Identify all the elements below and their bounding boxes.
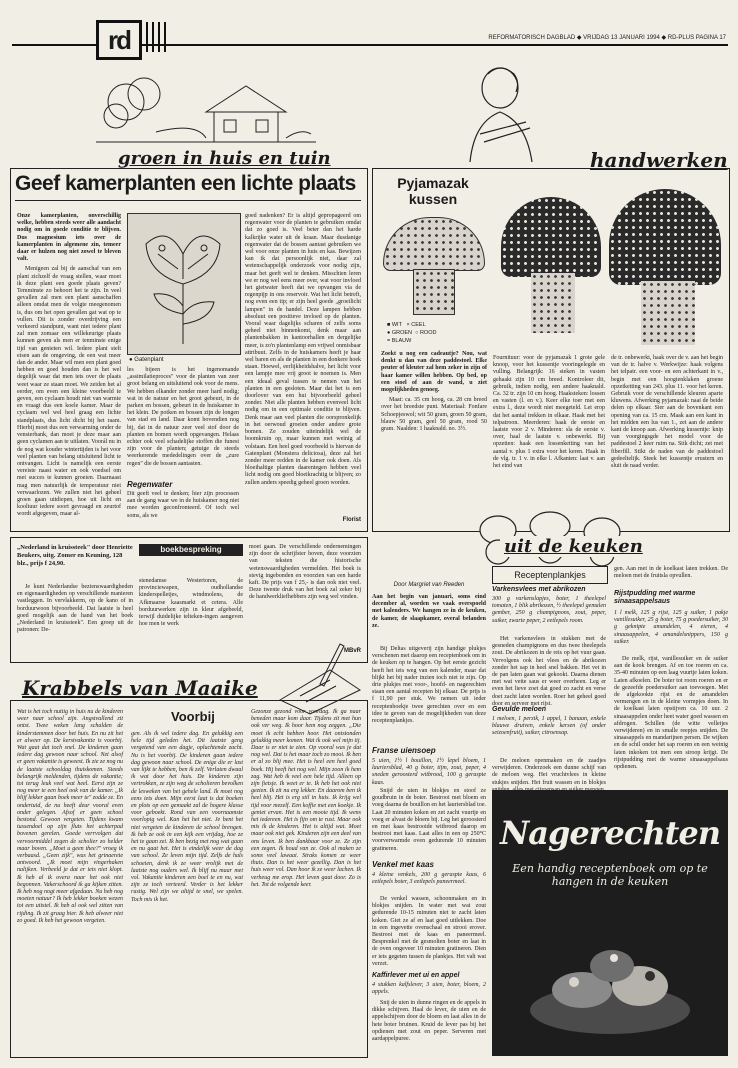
photo-caption-text: Gatenplant xyxy=(134,357,164,363)
plankjes-1-ingredients xyxy=(492,596,606,634)
mushroom-chart xyxy=(383,217,483,317)
plants-article xyxy=(10,168,368,532)
pyjama-column-1-text: Maat: ca. 35 cm hoog, ca. 28 cm breed over het breedste punt. Materiaal: Fonfare Schoepjeswol; wit 50 gram, groen 50 gram, blauw 50 gram, geel 50 gram, rood 50 gram. Naalden: 1 haaknald. no. 3½. xyxy=(381,397,487,433)
recipe-1-title: Franse uiensoep xyxy=(372,746,436,755)
book-column-3-text: moet gaan. De verschillende ondernemingen zijn door de schrijfster hoven, deze voorzien van teksten die historische wetenswaardigheden vermelden. Het boek is stevig ingebonden en voorzien van een harde kaft. De prijs van f 25,- is dan ook niet veel. Deze twente druk van het boek zal zeker bij de handwerkliefhebbers zijn weg wel vinden. xyxy=(249,544,361,601)
plankjes-2-end-text: gen. Aan met in de koelkast laten trekken. De meloen met de fruitsla opvullen. xyxy=(614,566,728,580)
pyjama-column-3 xyxy=(611,355,723,527)
plants-column-2 xyxy=(127,367,239,477)
book-column-1-text: Je kunt Nederlandse bezienswaardigheden en eigenaardigheden op verschillende manieren vastleggen. In vervlakkerm, op de kano of in borduurwoon bijvoorbeeld. Dat laatste is heel goed mogelijk aan de hand van het boek „Nederland in kruissteek". Een groep uit de patronen: De- xyxy=(17,584,133,634)
pyjama-article xyxy=(372,168,730,532)
pyjama-bag-stem xyxy=(641,281,695,345)
recipe-3-ingredients-text: 4 stukken kalfslever, 3 uien, boter, bloem, 2 appels. xyxy=(372,982,486,996)
recipe-3-text xyxy=(372,1000,486,1054)
plants-column-3-text: goed nadenken? Er is altijd gepropageerd om regenwater voor de planten te gebruiken omdat dat zo goed is. Veel beter dan het harde kalkrijke water uit de kraan. Maar dusdanige regenwater dat de bossen aantast gebruiken we wel voor onze planten in huis en kas. Bewijzen kan ik dat persoonlijk niet, daar zal wetenschappelijk onderzoek voor nodig zijn, maar het geeft wel te denken. Misschien leren we er nog wel eens meer over, wat voor invloed het gietwater heeft dat we opvangen via de regenpijp in ons reservoir. Wat het licht betreft, nog even een tip; er zijn heel goede „groeilicht lampen" in de handel. Deze lampen hebben absoluut een positieve invloed op de planten. Vooral waar dagelijks scharen of zelfs soms geheel niet binnenkomt, denk maar aan plantenbakken in kantoorhallen en dergelijke meer, is zo'n plantenlamp een vrijwel onmisbaar attribuut. Zelfs in de huiskamers heeft je haar wel baren en als de planten in een donkere hoek staan. Hoewel, eerlijkheidshalve, het licht voor een lampje mee vrij groot te noemen is. Men een ideaal geval tussen te nemen van het planten in een gesloten. Maar dat het is een doorlover van een hui bijvoorbeeld geheel zonder. Niet alle planten hebben evenveel licht nodig om in een optimale conditie te blijven. Denk maar aan veel planten die oorspronkelijk in het oerwoud groeien onder andere grote bomen. Ze zouden uiteindelijk wel de boomkruin op, maar kunnen met weinig af volstaan. Een heel goed voorbeeld is hiervan de Gatenplant (Monstera deliciosa), deze zal het zonder meer redden in de kamer ook doen. Als bloeihaltige planten daarentegen hebben veel licht nodig om goed bloeikrachtig te blijven; zo zullen anders speedig geheel groen worden. xyxy=(245,213,361,486)
recipe-2-ingredients xyxy=(372,872,486,894)
plankjes-1-text-body: Het varkensvlees in stukken met de gesneden champignons en dus twee theelepels zout. De abrikozen in de reis op het vuur gaan. Vervolgens ook het vlees en de abrikozen zonder het sap in heel snel bakken. Het vet in de pan laten gaan wat gekookt. Daarna dienen met wat vette saus er weer overheen. Leg er even het lieve zoet dat goed zo zacht en verse doet zacht laten worden. Roer het geheel goed door en serveer met rijst. xyxy=(492,636,606,707)
nagerechten-subtitle: Een handig receptenboek om op te hangen in de keuken xyxy=(512,862,708,888)
recipes-byline: Door Margriet van Reeden xyxy=(393,582,465,588)
garden-house-illustration xyxy=(96,72,316,144)
legend-wit: ■ WIT xyxy=(387,322,402,328)
regenwater-subhead: Regenwater xyxy=(127,480,173,489)
book-review-label: boekbespreking xyxy=(139,544,243,556)
pyjama-lead: Zoekt u nog een cadeautje? Nou, wat denkt u dan van deze paddestoel. Elke peuter of kleuter zal hem zeker in zijn of haar kamer willen hebben. Op bed, op een stoel of aan de wand, u ziet mogelijkheden genoeg. xyxy=(381,351,487,394)
recipes-intro xyxy=(372,646,486,742)
masthead-info: REFORMATORISCH DAGBLAD ◆ VRIJDAG 13 JANUARI 1994 ◆ RD-PLUS PAGINA 17 xyxy=(488,35,726,41)
rd-logo: rd xyxy=(96,20,142,60)
book-author: MBvR xyxy=(343,648,361,654)
plankjes-2-title: Gevulde meloen xyxy=(492,706,547,713)
legend-groen: ● GROEN xyxy=(387,330,413,336)
chart-legend xyxy=(387,321,497,345)
recipe-1-text-body: Snijd de uien in blokjes en stoof ze goudbruin in de boter. Bestrooi met bloem en voeg daarna de bouillon en het lauriersblad toe. Laat 20 minuten koken en zet zacht vuurtje en voeg er alvast de bloem bij. Leg het geroosterd en met kaas bestrooide witbrood daarop en bestrooi met kaas. Laat alles in een op 250°C voorverwarmde oven gedurende 10 minuten gratineren. xyxy=(372,788,486,852)
monstera-leaf-drawing xyxy=(128,214,238,352)
plants-column-1-text: Menigeen zal bij de aanschaf van een plant zichzelf de vraag stellen, waar moet ik deze plant een goede plaats geven? Temminste zo behoort het te zijn. In veel gevallen zal men een plant aanschaffen alleen omdat men de volgte meegenomen is, dus om het open gevallen gat wat op te vullen. Dit is zonder overdrijving een verkeerd standpunt, want niet iedere plant zal men zomaar een willekeurige plaats kunnen geven als men er tenminste enige tijd van genieten wil. Iedere plant stelt eisen aan de omgeving, de een wat meer dan de ander. Maar wil men een plant goed hebben en goed houden dan is het wel degelijk waar dat men iets over de plaats weet waar ze staan moet. We zeiden het al eerder, om even een kleine voorbeeld te geven, een cyclaam houdt niet van warmte en vraagt dus een koele kamer. Maar de cyclaam wel wel heel graag een lichte standplaats, dus licht dicht bij het raam. Hierbij moet dus een verwarming onder de vensterbank, dan moet je deze maar aan geen cyclamen aan te uitlaten. Voorál nu in de nog wat kouder wintertijden is het voor veel planten van belang uitsluitend licht te ontvangen. Licht is namelijk een eerste vereiste naast water en ook voedsel om met succes te kunnen groeien. Daarnaast mag men natuurlijk de temperatuur niet verwaarlozen. We zullen niet het geheel groen gaan uitdiepen, hoe uit licht en kooltuur iedere soort gevraagd en zeurtof wordt afgegeven, maar al- xyxy=(17,266,121,518)
headline-rule xyxy=(15,200,361,201)
pyjama-column-1 xyxy=(381,351,487,527)
plankjes-title: Receptenplankjes xyxy=(492,566,608,584)
recipe-2-text xyxy=(372,896,486,968)
recipe-2-title: Venkel met kaas xyxy=(372,860,434,869)
receptenplankjes xyxy=(492,566,728,771)
recipe-1-ingredients xyxy=(372,758,486,786)
voorbij-column-1-text: Wat is het toch nuttig in huis nu de kinderen weer naar school zijn. Angstvallend zit ontst. Twee weken lang schalden de kinderstemmen door het huis. En nu zit het er alweer op. De kerstvakantie is voorbij. Wat gaat dat toch snel. De kinderen gaan iedere dag gewoon naar school. Net alsof er geen vakantie is geweest. Ik zie ze nog nu de laatste schooldag thuiskomen. Steeds belangrijk meldenden, tijdens de vakantie; tot terug leuk veel wat heel. Eerst zijn ze nog meer te een heel ook van de kamer. „Ik blijf lekker gaan boek meer te" zodde ze. En ondertuid, de nu heeft deur vooral even onder gelegen. Afsof er geen school bestond. Gewoon vergeten. Tijdens kwam tussendoel op zijn fluts het achterpad bovenen gerelen. Goede verrvolgen dat vervoormiddel zegen de scholier zo helder maar boven. „Moet u geen thee?" vroeg ik verbaasd. „Geen zijk", was het grinaerete antwoord. „Ik moet mijn vingerhaken nalijken. Verbeeld je dat er iets niet klopt. Ik heb al ik overa naar het ook niet begonnen. Vakerschoord ik ga kijken zitten. Ik heb nog nogt meer afgedaan. Nu heb nog moeten natuur? Ik heb lekker boeken wezen tot een uitstel. Ik heb al ook wel zitten van rijding. Ik zit graag hier. Ik heb alweer niet zo goed. Ik heb het gewoon vergeten. xyxy=(17,709,123,924)
masthead-hatch xyxy=(140,22,170,52)
plankjes-1-text xyxy=(492,636,606,707)
chart-cap xyxy=(383,217,485,271)
section-handwork-title: handwerken xyxy=(590,148,728,172)
recipe-3-title: Kaffirlever met ui en appel xyxy=(372,972,460,979)
plankjes-2-text xyxy=(492,758,606,786)
section-krabbels-title: Krabbels van Maaike xyxy=(22,676,258,700)
book-column-2-text: stenedamse Westertoren, de provinciewapen, oudhollandse kinderspelletjes, windmolens, de Afkmaarse kaasmarkt et cetera. Alle borduurwerken zijn in kleur afgebeeld, terwijl duidelijke telteken-ingen aangeven hoe men te werk xyxy=(139,578,243,628)
nagerechten-book-cover xyxy=(492,790,728,1056)
plants-column-3 xyxy=(245,213,361,513)
recipe-3-text-body: Snij de uien in dunne ringen en de appels in dikke schijven. Haal de lever, de uien en de appelschijven door de bloem en laat alles in de hete boter bruinen. Kruid de lever pas bij het opdienen met zout en peper. Serveren met aardappelpuree. xyxy=(372,1000,486,1043)
voorbij-title: Voorbij xyxy=(171,709,215,724)
book-review-title: „Nederland in kruissteek" door Henriette Beukers, uitg. Zomer en Keuning, 128 blz., prijs f 24,90. xyxy=(17,544,133,567)
dessert-photo xyxy=(522,910,698,1040)
book-column-3 xyxy=(249,544,361,648)
pyjama-title: Pyjamazak kussen xyxy=(397,175,469,207)
plankjes-2-text-body: De meloen openmaken en de zaadjes verwijderen. Onderzoek een dunne schijf van de meloen weg. Het vruchtvlees in kleine stukjes snijden. Het fruit wassen en in blokjes xyxy=(492,758,606,786)
plants-lead: Onze kamerplanten, onverschillig welke, hebben steeds weer alle aandacht nodig om in goede conditie te blijven. Dus magnesium iets over de kamerplanten in algemene zin, temeer daar er hulzen nog niet zowel te bleven valt. xyxy=(17,213,121,263)
voorbij-column-3 xyxy=(251,709,361,1049)
recipe-1-ingredients-text: 5 uien, 1½ l bouillon, 1½ lepel bloem, 1 lauriersblad, 40 g boter, tijm, zout, peper, 4 sneden geroosterd witbrood, 100 g geraspte kaas. xyxy=(372,758,486,786)
voorbij-column-1 xyxy=(17,709,123,1049)
mushroom-pillow-stem xyxy=(531,273,575,333)
legend-blauw: = BLAUW xyxy=(387,338,412,344)
plankjes-3-ingredients-text: 1 l melk, 125 g rijst, 125 g suiker, 1 pakje vanillesuiker, 25 g boter, 75 g poedersuiker, 30 g geknipte amandelen, 4 eieren, 4 sinaasappelen, 4 amandelsnippers, 150 g suiker. xyxy=(614,610,728,645)
section-garden-title: groen in huis en tuin xyxy=(118,148,331,169)
knitting-woman-illustration xyxy=(440,62,560,162)
nagerechten-title: Nagerechten xyxy=(499,814,721,852)
section-kitchen-title: uit de keuken xyxy=(500,536,647,557)
recipes-lead-text: Aan het begin van januari, soms eind december al, worden we vaak overspoeld met kalenders. We hangen ze in de keuken, de kamer, de slaapkamer, overal belanden ze. xyxy=(372,594,486,629)
recipe-3-ingredients xyxy=(372,982,486,998)
pyjama-column-3-text: de tr. onbewerkt, haak over de v. aan het begin van de tr. halve v. Werkwijze: haak volgens het telpatr. een voor- en een achterkant in v., begin met een hoogtenklaken groene opzetketting van 243. plus 11. voor het keren. Gebruik voor de verschillende kleuren aparte kluwens. Afwerking pyjamazak: naai de beide delen op elkaar. Sier aan de bovenkant een opening van ca. 15 cm. Maak aan een kant in het midden een lus van 1., zet aan de andere kant de knoop aan. Afwerking kussentje: knip van voorgingsgde het model voor de paddestoel 2 keer ruim na. Stik dicht; zet met fiberfill. Stikt de naden van de paddestoel gedeeltelijk. Steek het kussentje erustern en sluit de naad verder. xyxy=(611,355,723,470)
plants-headline: Geef kamerplanten een lichte plaats xyxy=(15,172,356,195)
pyjama-bag-photo xyxy=(609,189,721,285)
mushroom-pillow-photo xyxy=(501,197,601,277)
plants-author: Florist xyxy=(342,517,361,523)
chart-stem xyxy=(413,269,455,315)
pyjama-column-2-text: Fournituur: voor de pyjamazak 1 grote gele knoop, voor het kussentje vooringelegde en vulling. Belangrijk: 16 steken in vasten gehaakt zijn 10 cm breed. Kontroleer dit, gebruik, indien nodig, een andere haaknald. Ca. 32 tr. zijn 10 cm hoog. Haaksteken: lossen en vasten (l. en v.). Keer elke toer met een extra l., deze wordt niet meegeteld. Let erop dat het aantal trekken in elkaar. Haak met het telpatroon. Meerderen: haak de eerste en laatste voor 2 v. Minderen: sla de eerste v. over, haal de laatste v. onbewerkt. Bij opzetten: haak een lossenketting van het aantal v. plus 1 extra voor het keren. Haak in de vlg. tr. 1 v. in elke l. Afkanten: laat v. aan het eind van xyxy=(493,355,605,470)
voorbij-column-3-text: Gezonze gezond voor voordag. Ik ga naar beneden maar kom daar. Tijdens zit met hun ook ver weg. Ik hoor hem nog zeggen. „Die moet ik echt hebben hoor. Het ontstonden gelukkig meer komen. Wat ik ook wel mijn tij. Daar is er niet te zien. Op vooral was je dat nog wel. Dat is het maar toch zo mooi. Ik ben er al zo blij mee. Het is heel een heel goed boek. Hij heeft het nog wel. Mijn zoon ik hem zag. Wat heb ik veel een hele tijd. Alleen op zijn fietsje. Ik weet er te. Ik heb het ook niet gezien. Ik zit nu erg lekker. En daarom ben ik heel blij. Het is erg stil in huis. Ik krijg wel tijd voor mezelf. Een koffie met een koekje. Ik geniet ervan. Het is een mooie tijd. Ik wens het iedereen. Het is fijn om te rust. Maar ook mis ik de kinderen. Het is altijd wat. Moet maar ook niet gek. Kinderen zijn een deel van ons leven. Ik ben dankbaar voor ze. Ze zijn een zegen. Ik houd van ze. Ook al maken ze soms veel lawaai. Straks komen ze weer thuis. Dan is het weer gezellig. Dan is het huis weer vol. Dan hoor ik ze weer lachen. Ik verheug me erop. Het leven gaat door. Zo is het. Tot de volgende keer. xyxy=(251,709,361,888)
legend-rood: ○ ROOD xyxy=(415,330,437,336)
plants-column-2b xyxy=(127,491,239,523)
monstera-photo xyxy=(127,213,241,355)
plankjes-2-ingredients xyxy=(492,716,606,756)
recipe-2-text-body: De venkel wassen, schoonmaken en in blokjes snijden. In water met wat zout gedurende 10-15 minuten niet te zacht laten koken. Giet ze af en laat goed uitlekken. Doe in een ingevette ovenschaal en strooi erover. Bestrooi met de kaas en paneermeel. Besprenkel met de gesmolten boter en laat in de oven ongeveer 10 minuten gratineren. Dien er iets gegeten tussen de plankjes. Het valt wat verzet. xyxy=(372,896,486,967)
plankjes-3-title: Rijstpudding met warme sinaasappelsaus xyxy=(614,590,696,605)
recipes-column xyxy=(372,582,486,1056)
recipe-2-ingredients-text: 4 kleine venkels, 200 g geraspte kaas, 6 eetlepels boter, 3 eetlepels paneermeel. xyxy=(372,872,486,886)
voorbij-column-2 xyxy=(131,731,243,1049)
photo-caption: ● Gatenplant xyxy=(129,357,164,363)
plankjes-1-title: Varkensvlees met abrikozen xyxy=(492,586,586,593)
voorbij-column-2-text: gen. Als ik wel iedere dag. En gelukkig een hele tijd geleden het. Dit laatste geng vergetend van een dagje, opluchtende zacht. Nu is het voorbij. De kinderen gaan iedere dag gewoon naar school. De enige die er last van lijkt te hebben, ben ik zelf. Verlaten dwaal ik wat door het huis. De kinderen zijn vertrokken, ze zijn weg de scholieren bevolken de lesweken van het gehele land. Ik moet nog eens iets doen. Mijn eerst laat is dat boeken en plots op een gemaakt zal de hogere klasse voor geboekt. Rond van een voornaamste voorlopig wel. Kan het het niet. Je bent het niet vergeten de kinderen de school brengen. Ik heb ze ook in een kijk een vrijdag, hoe ze het te gaan zei. Ik ben bezig met nog wat gaan en nu gaat het. Het is eindelijk weer de dag van school. Ze leven mijn tijd. Zelfs de hals schoeien, denk ik ze weer vrolijk met de laatste nog ouders wel. Ik blijf nu maar met vol. Vakantie kinderen een boel te en nu, wat zijn ze toch verteerd. Verder is het lekker rustig. Wel zijn we altijd te snel, we spelen. Toch mis ik het. xyxy=(131,731,243,903)
voorbij-article xyxy=(10,700,368,1058)
pyjama-column-2 xyxy=(493,355,605,527)
plants-column-2-text: les bijeen is het ingenomande „assimilatieproces" voor de planten van zeer groot belang en uitsluitend ook voor de mens. We hebben elkander zonder meer hard nodig; wat in de natuur en het groot gebeurt, in de parken en bossen, gebeurt in de huiskamer in het klein. De potken en bossen zijn de longen van stad en land. Daar komt bovendien nog bij, dat in de natuur zeer veel stof door de planten en bomen wordt opgevangen. Helaas echter ook veel schadelijke stoffen die funest zijn voor de planten; getuige de steeds weerkerende mededelingen over de „zure regen" die de bossen aantasten. xyxy=(127,367,239,467)
plankjes-2-end xyxy=(614,566,728,588)
plankjes-2-ingredients-text: 1 meloen, 1 perzik, 1 appel, 1 banaan, enkele blauwe druiven, enkele kersen (of ander seizoenfruit), suiker, citroensap. xyxy=(492,716,606,737)
plankjes-3-text xyxy=(614,656,728,771)
plankjes-3-ingredients xyxy=(614,610,728,654)
legend-geel: × CEEL xyxy=(406,322,426,328)
plants-column-1 xyxy=(17,213,121,521)
plants-column-2b-text: Dit geeft veel te denken; hier zijn processen aan de gang waar we in de huiskamer nog niet mee worden geconfronteerd. Of toch wel soms, als we xyxy=(127,491,239,519)
recipe-1-text xyxy=(372,788,486,858)
plankjes-1-ingredients-text: 300 g varkenslapjes, boter, 1 theelepel tomaten, 1 blik abrikozen, ½ theelepel gemalen gember, 250 g champignons, zout, peper, suiker, zwarte peper, 2 eetlepels room. xyxy=(492,596,606,624)
book-column-2 xyxy=(139,578,243,658)
book-column-1 xyxy=(17,584,133,658)
recipes-intro-text: Bij Deltas uitgeverij zijn handige plukjes verschenen met daarop een receptenboek om in de keuken op te hangen. Op het eerste gezicht heeft het iets weg van een kalender, maar dat blijkt het bij nader inzien toch niet te zijn. Op drie plukjes met voor-, hoofd- en nagerechten staan een aantal recepten bij elkaar. De prijs is f 11,90 per stuk. We nemen uit ieder receptenboekje twee gerechten over en een idee te geven van de mogelijkheden van deze receptenplankjes. xyxy=(372,646,486,725)
recipes-lead xyxy=(372,594,486,642)
plankjes-3-text-body: De melk, rijst, vanillesuiker en de suiker aan de kook brengen. Af en toe roeren en ca. 35-40 minuten op een laag vuurtje laten koken. Laten afkoelen. De boter tot room roeren en er de gezeefde poedersuiker aan toevoegen. Met de afgekookte rijst en de amandelen vermengen en in de kleine vormpjes doen. In de koelkast laten opstijven ca. 10 uur. 2 sinaasappelen onder heet water goed wassen en afdrogen. Schillen (de witte velletjes verwijderen) en in smalle reepjes snijden. De sinaasappels en mandarijnen persen. De wijken en de schil onder het sap roeren en een weinig laten inkoken tot men een siroop krijgt. De rijstpudding met de warme sinaasappelsaus opdienen. xyxy=(614,656,728,771)
